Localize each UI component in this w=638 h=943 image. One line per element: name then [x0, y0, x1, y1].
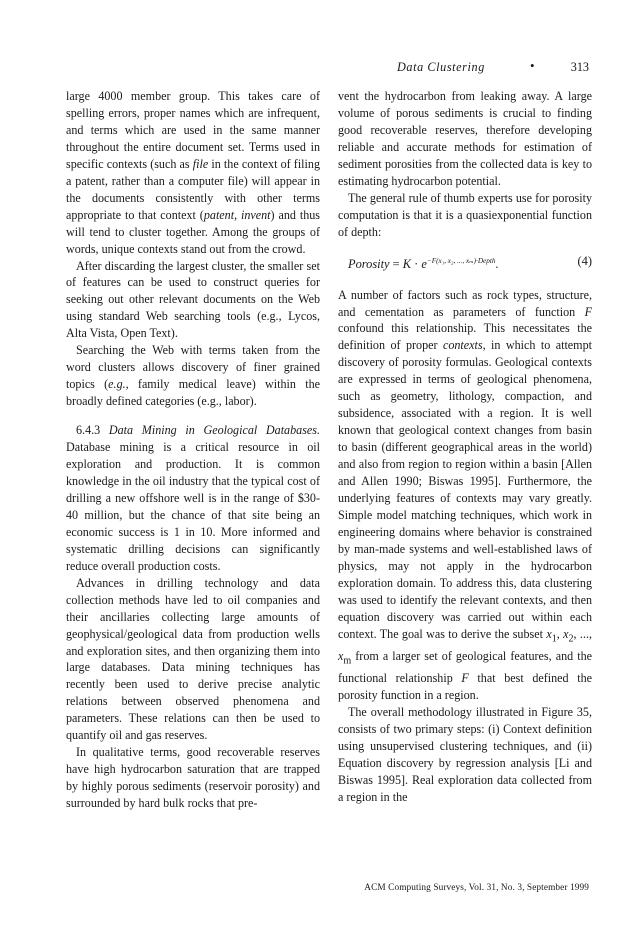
left-column	[66, 88, 320, 812]
eq-e: e	[421, 256, 427, 271]
paragraph	[338, 287, 592, 705]
equation-body	[348, 253, 499, 273]
right-column	[338, 88, 592, 806]
text-run: large 4000 member group. This takes care of spelling errors, proper names which are infrequent, and terms which are used in the same manner throughout the entire document set. Terms used in specific contexts (such as	[66, 89, 320, 171]
math-var: x	[563, 626, 569, 641]
math-var: x	[546, 626, 552, 641]
paragraph: After discarding the largest cluster, the smaller set of features can be used to construct queries for seeking out other relevant documents on the Web using standard Web searching tools (e.g., Lycos, Alta Vista, Open Text).	[66, 258, 320, 341]
emphasis: patent, invent	[203, 207, 271, 222]
text-run: that best defined the porosity function in a region.	[338, 671, 592, 703]
math-sub: m	[343, 655, 352, 667]
text-run: A number of factors such as rock types, structure, and cementation as parameters of function	[338, 287, 592, 319]
text-run: Database mining is a critical resource in oil exploration and production. It is common knowledge in the oil industry that the typical cost of drilling a new offshore well is in the range of $30-40 million, but the chance of that site being an economic success is 1 in 10. More informed and systematic drilling decisions can significantly reduce overall production costs.	[66, 440, 320, 573]
paragraph	[66, 342, 320, 410]
text-run: , ...,	[573, 626, 593, 641]
section-paragraph	[66, 422, 320, 575]
paragraph: The overall methodology illustrated in Figure 35, consists of two primary steps: (i) Context definition using unsupervised clustering techniques, and (ii) Equation discovery by regression analysis [Li and Biswas 1995]. Real exploration data collected from a region in the	[338, 705, 592, 805]
text-run: in the context of filing a patent, rather than a computer file) will appear in the documents consistently with other terms appropriate to that context (	[66, 156, 320, 222]
emphasis: e.g.	[108, 377, 126, 392]
footer-citation: ACM Computing Surveys, Vol. 31, No. 3, September 1999	[364, 883, 589, 893]
running-header	[397, 60, 589, 76]
paragraph: vent the hydrocarbon from leaking away. A large volume of porous sediments is crucial to finding good recoverable reserves, therefore developing reliable and accurate methods for estimation of sediment porosities from the collected data is key to estimating hydrocarbon potential.	[338, 89, 592, 188]
eq-exponent: −F(x₁, x₂, ..., xₘ)·Depth	[426, 256, 496, 265]
eq-dot: ·	[414, 256, 419, 271]
math-var: F	[461, 671, 469, 686]
emphasis: file	[192, 156, 209, 171]
paragraph: The general rule of thumb experts use for porosity computation is that it is a quasiexponential function of depth:	[338, 190, 592, 239]
text-run: , family medical leave) within the broadly defined categories (e.g., labor).	[66, 377, 320, 409]
math-sub: 2	[568, 633, 574, 645]
paragraph: In qualitative terms, good recoverable reserves have high hydrocarbon saturation that are trapped by highly porous sediments (reservoir porosity) and surrounded by hard bulk rocks that pre-	[66, 745, 320, 811]
eq-lhs: Porosity	[348, 256, 390, 271]
emphasis: contexts	[442, 338, 483, 353]
equation-4	[348, 253, 592, 271]
page-number: 313	[570, 60, 589, 74]
text-run: from a larger set of geological features, and the functional relationship	[338, 649, 592, 686]
math-sub: 1	[551, 633, 557, 645]
running-title: Data Clustering	[397, 60, 485, 74]
text-run: ,	[556, 626, 564, 641]
text-run: , in which to attempt discovery of porosity formulas. Geological contexts are expressed in terms of geological phenomena, such as geometry, lithology, compaction, and subsidence, associated with a region. It is well known that geological context changes from basin to basin (different geographical areas in the world) and also from region to region within a basin [Allen and Allen 1990; Biswas 1995]. Furthermore, the underlying features of contexts may vary greatly. Simple model matching techniques, which work in engineering domains where behavior is constrained by man-made systems and well-established laws of physics, may not apply in the hydrocarbon exploration domain. To address this, data clustering was used to identify the relevant contexts, and then equation discovery was carried out within each context. The goal was to derive the subset	[338, 338, 592, 641]
text-run: ) and thus will tend to cluster together. Among the groups of words, unique contexts stand out from the crowd.	[66, 207, 320, 256]
eq-end: .	[495, 256, 499, 271]
section-title: Data Mining in Geological Databases.	[108, 423, 320, 438]
math-var: F	[584, 304, 592, 319]
eq-equals: =	[392, 256, 400, 271]
equation-number: (4)	[577, 253, 592, 268]
text-run: confound this relationship. This necessitates the definition of proper	[338, 321, 592, 353]
paragraph	[66, 88, 320, 258]
eq-k: K	[402, 256, 412, 271]
math-var: x	[338, 649, 344, 663]
paragraph: Advances in drilling technology and data collection methods have led to oil companies and their ancillaries collecting large amounts of geophysical/geological data from production wells and exploration sites, and then organizing them into large databases. Data mining techniques has recently been used to derive precise analytic relations between observed phenomena and parameters. These relations can then be used to quantify oil and gas reserves.	[66, 575, 320, 743]
header-bullet: •	[530, 58, 535, 73]
section-number: 6.4.3	[76, 423, 101, 438]
text-run: Searching the Web with terms taken from the word clusters allows discovery of finer grained topics (	[66, 343, 320, 392]
